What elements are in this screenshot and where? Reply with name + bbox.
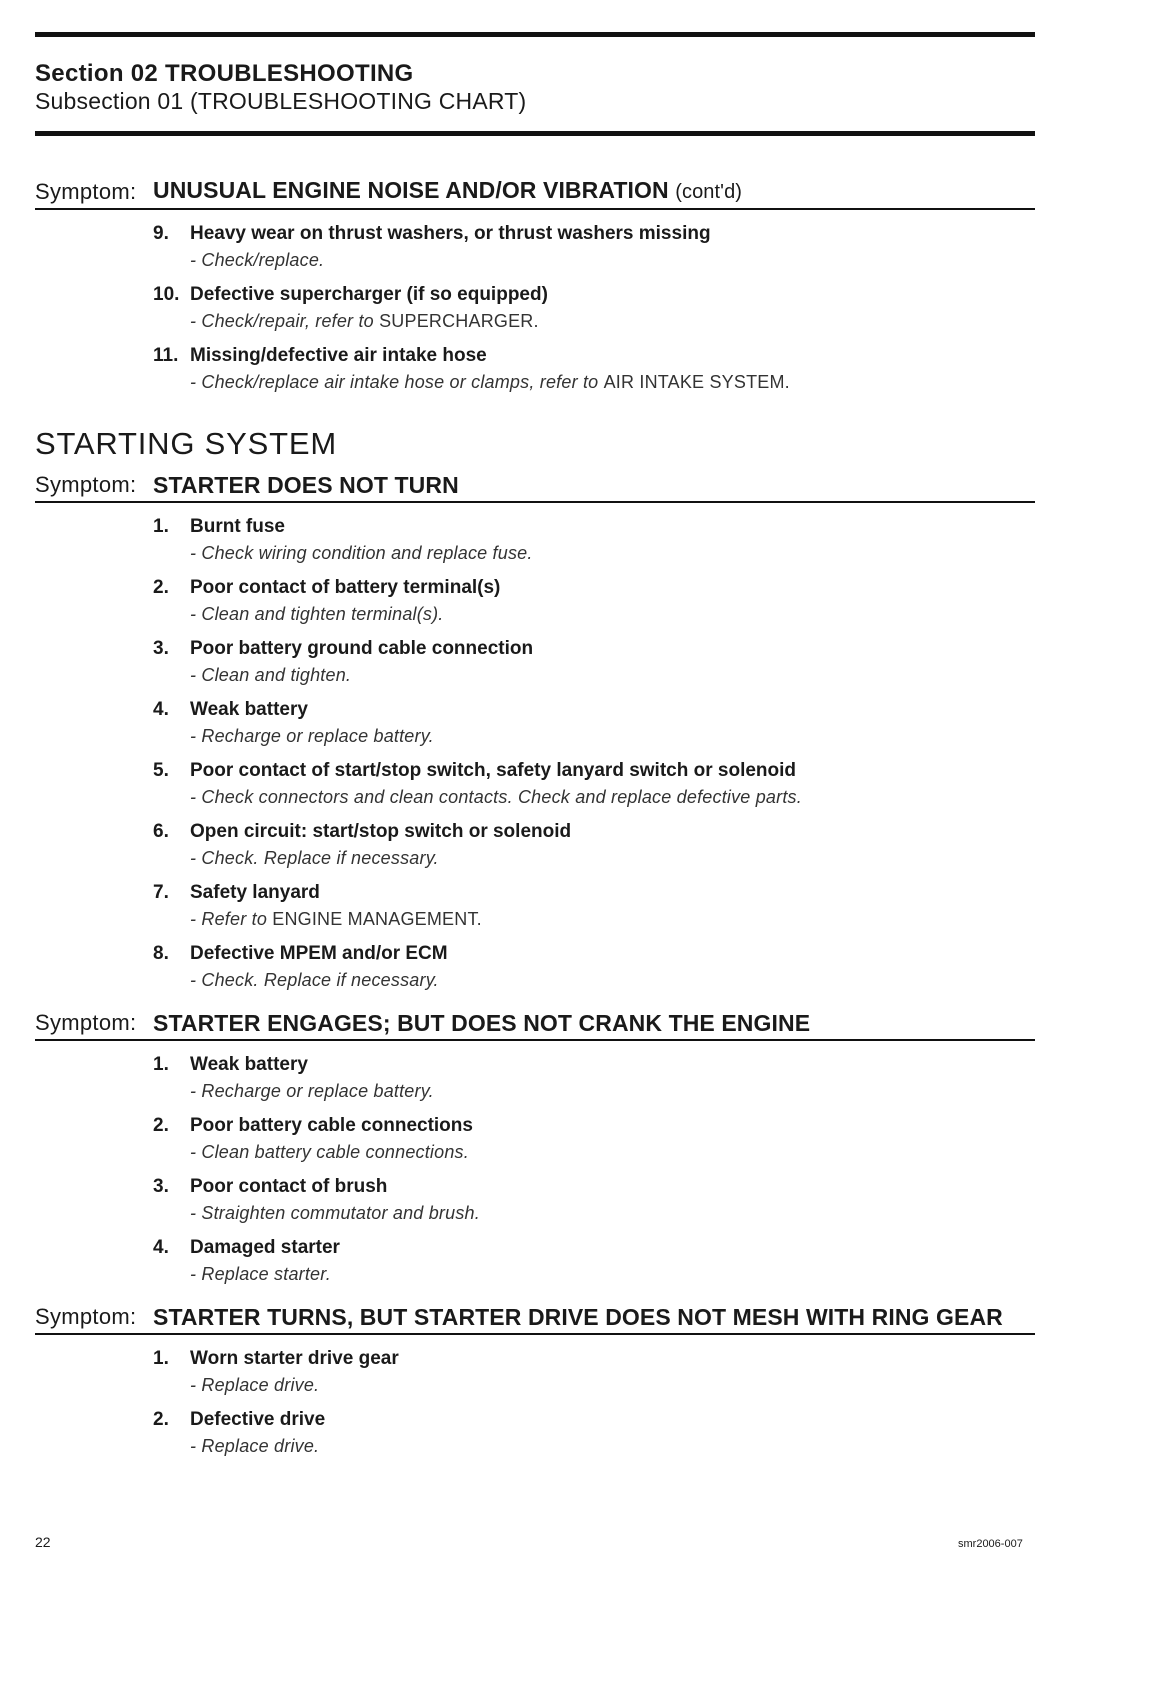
cause-text: Poor battery ground cable connection xyxy=(190,638,534,659)
cause-line xyxy=(153,1235,1035,1261)
list-item xyxy=(153,819,1035,871)
cause-text: Defective drive xyxy=(190,1409,326,1430)
symptom-heading xyxy=(35,176,1035,210)
header-rule xyxy=(35,131,1035,136)
item-number: 1. xyxy=(153,1348,169,1369)
system-heading: STARTING SYSTEM xyxy=(35,426,337,461)
symptom-label: Symptom: xyxy=(35,179,137,204)
item-number: 4. xyxy=(153,1237,169,1258)
page-number: 22 xyxy=(35,1534,51,1550)
item-number: 6. xyxy=(153,821,169,842)
cause-line xyxy=(153,1174,1035,1200)
cause-text: Worn starter drive gear xyxy=(190,1348,399,1369)
symptom-heading xyxy=(35,1303,1035,1335)
cause-text: Damaged starter xyxy=(190,1237,340,1258)
cause-text: Poor contact of brush xyxy=(190,1176,388,1197)
remedy-text xyxy=(153,308,1035,334)
cause-text: Poor contact of start/stop switch, safety lanyard switch or solenoid xyxy=(190,760,797,781)
list-item xyxy=(153,1407,1035,1459)
item-number: 1. xyxy=(153,516,169,537)
symptom-title: STARTER DOES NOT TURN xyxy=(153,472,459,498)
cause-text: Poor battery cable connections xyxy=(190,1115,473,1136)
remedy-text xyxy=(153,601,1035,627)
list-item xyxy=(153,941,1035,993)
reference-section: SUPERCHARGER. xyxy=(379,311,539,331)
remedy-text xyxy=(153,1372,1035,1398)
list-item xyxy=(153,758,1035,810)
symptom-block-starter-not-turn xyxy=(35,471,1035,993)
cause-line xyxy=(153,1346,1035,1372)
section-title: Section 02 TROUBLESHOOTING xyxy=(35,60,414,87)
remedy-instruction: - Replace drive. xyxy=(190,1436,320,1456)
remedy-text xyxy=(153,1261,1035,1287)
page-header xyxy=(35,37,1035,115)
cause-list xyxy=(153,503,1035,993)
contd-label: (cont'd) xyxy=(675,181,743,203)
symptom-label: Symptom: xyxy=(35,1010,137,1035)
remedy-instruction: - Check. Replace if necessary. xyxy=(190,848,439,868)
symptom-heading xyxy=(35,1009,1035,1041)
symptom-label: Symptom: xyxy=(35,472,137,497)
cause-text: Poor contact of battery terminal(s) xyxy=(190,577,501,598)
cause-text: Weak battery xyxy=(190,699,308,720)
reference-section: AIR INTAKE SYSTEM. xyxy=(603,372,790,392)
cause-list xyxy=(153,1335,1035,1459)
remedy-text xyxy=(153,247,1035,273)
remedy-text xyxy=(153,1433,1035,1459)
remedy-text xyxy=(153,784,1035,810)
list-item xyxy=(153,1235,1035,1287)
cause-text: Defective MPEM and/or ECM xyxy=(190,943,448,964)
cause-line xyxy=(153,880,1035,906)
remedy-text xyxy=(153,540,1035,566)
symptom-block-starter-engages xyxy=(35,1009,1035,1287)
cause-line xyxy=(153,514,1035,540)
item-number: 11. xyxy=(153,345,179,366)
cause-text: Open circuit: start/stop switch or solenoid xyxy=(190,821,572,842)
cause-line xyxy=(153,636,1035,662)
symptom-block-engine-noise xyxy=(35,176,1035,395)
symptom-title-text: UNUSUAL ENGINE NOISE AND/OR VIBRATION xyxy=(153,177,669,203)
symptom-heading xyxy=(35,471,1035,503)
remedy-text xyxy=(153,1200,1035,1226)
cause-line xyxy=(153,1113,1035,1139)
remedy-text xyxy=(153,1139,1035,1165)
cause-line xyxy=(153,575,1035,601)
remedy-instruction: - Replace starter. xyxy=(190,1264,331,1284)
remedy-instruction: - Check/repair, refer to xyxy=(190,311,374,331)
symptom-label: Symptom: xyxy=(35,1304,137,1329)
item-number: 4. xyxy=(153,699,169,720)
symptom-title: STARTER TURNS, BUT STARTER DRIVE DOES NOT MESH WITH RING GEAR xyxy=(153,1304,1003,1330)
reference-section: ENGINE MANAGEMENT. xyxy=(272,909,482,929)
list-item xyxy=(153,221,1035,273)
manual-page xyxy=(35,32,1035,1468)
remedy-instruction: - Refer to xyxy=(190,909,268,929)
cause-line xyxy=(153,819,1035,845)
remedy-instruction: - Check/replace air intake hose or clamps, refer to xyxy=(190,372,599,392)
cause-text: Defective supercharger (if so equipped) xyxy=(190,284,548,305)
symptom-title: STARTER ENGAGES; BUT DOES NOT CRANK THE ENGINE xyxy=(153,1010,811,1036)
list-item xyxy=(153,636,1035,688)
item-number: 3. xyxy=(153,638,169,659)
item-number: 2. xyxy=(153,1409,169,1430)
remedy-instruction: - Straighten commutator and brush. xyxy=(190,1203,480,1223)
cause-text: Weak battery xyxy=(190,1054,308,1075)
item-number: 2. xyxy=(153,1115,169,1136)
list-item xyxy=(153,880,1035,932)
subsection-title: Subsection 01 (TROUBLESHOOTING CHART) xyxy=(35,88,527,114)
list-item xyxy=(153,575,1035,627)
cause-list xyxy=(153,1041,1035,1287)
cause-text: Safety lanyard xyxy=(190,882,320,903)
remedy-instruction: - Clean and tighten. xyxy=(190,665,352,685)
symptom-block-starter-drive xyxy=(35,1303,1035,1459)
item-number: 1. xyxy=(153,1054,169,1075)
list-item xyxy=(153,1052,1035,1104)
item-number: 7. xyxy=(153,882,169,903)
item-number: 10. xyxy=(153,284,180,305)
list-item xyxy=(153,343,1035,395)
cause-line xyxy=(153,941,1035,967)
cause-text: Heavy wear on thrust washers, or thrust washers missing xyxy=(190,223,711,244)
remedy-text xyxy=(153,1078,1035,1104)
list-item xyxy=(153,1174,1035,1226)
doc-code: smr2006-007 xyxy=(958,1538,1023,1550)
remedy-instruction: - Check connectors and clean contacts. Check and replace defective parts. xyxy=(190,787,802,807)
list-item xyxy=(153,1113,1035,1165)
cause-line xyxy=(153,221,1035,247)
cause-line xyxy=(153,758,1035,784)
remedy-text xyxy=(153,845,1035,871)
cause-line xyxy=(153,1052,1035,1078)
item-number: 9. xyxy=(153,223,169,244)
item-number: 8. xyxy=(153,943,169,964)
remedy-instruction: - Replace drive. xyxy=(190,1375,320,1395)
remedy-instruction: - Clean and tighten terminal(s). xyxy=(190,604,444,624)
remedy-instruction: - Check/replace. xyxy=(190,250,325,270)
remedy-instruction: - Recharge or replace battery. xyxy=(190,1081,434,1101)
cause-text: Missing/defective air intake hose xyxy=(190,345,487,366)
cause-line xyxy=(153,343,1035,369)
cause-text: Burnt fuse xyxy=(190,516,285,537)
list-item xyxy=(153,1346,1035,1398)
cause-list xyxy=(153,210,1035,395)
remedy-instruction: - Check. Replace if necessary. xyxy=(190,970,439,990)
remedy-instruction: - Recharge or replace battery. xyxy=(190,726,434,746)
list-item xyxy=(153,697,1035,749)
item-number: 3. xyxy=(153,1176,169,1197)
item-number: 5. xyxy=(153,760,169,781)
remedy-text xyxy=(153,967,1035,993)
cause-line xyxy=(153,697,1035,723)
remedy-text xyxy=(153,369,1035,395)
remedy-text xyxy=(153,906,1035,932)
list-item xyxy=(153,514,1035,566)
remedy-text xyxy=(153,723,1035,749)
cause-line xyxy=(153,1407,1035,1433)
symptom-title xyxy=(153,176,742,206)
remedy-instruction: - Check wiring condition and replace fuse. xyxy=(190,543,533,563)
remedy-instruction: - Clean battery cable connections. xyxy=(190,1142,469,1162)
item-number: 2. xyxy=(153,577,169,598)
remedy-text xyxy=(153,662,1035,688)
cause-line xyxy=(153,282,1035,308)
list-item xyxy=(153,282,1035,334)
